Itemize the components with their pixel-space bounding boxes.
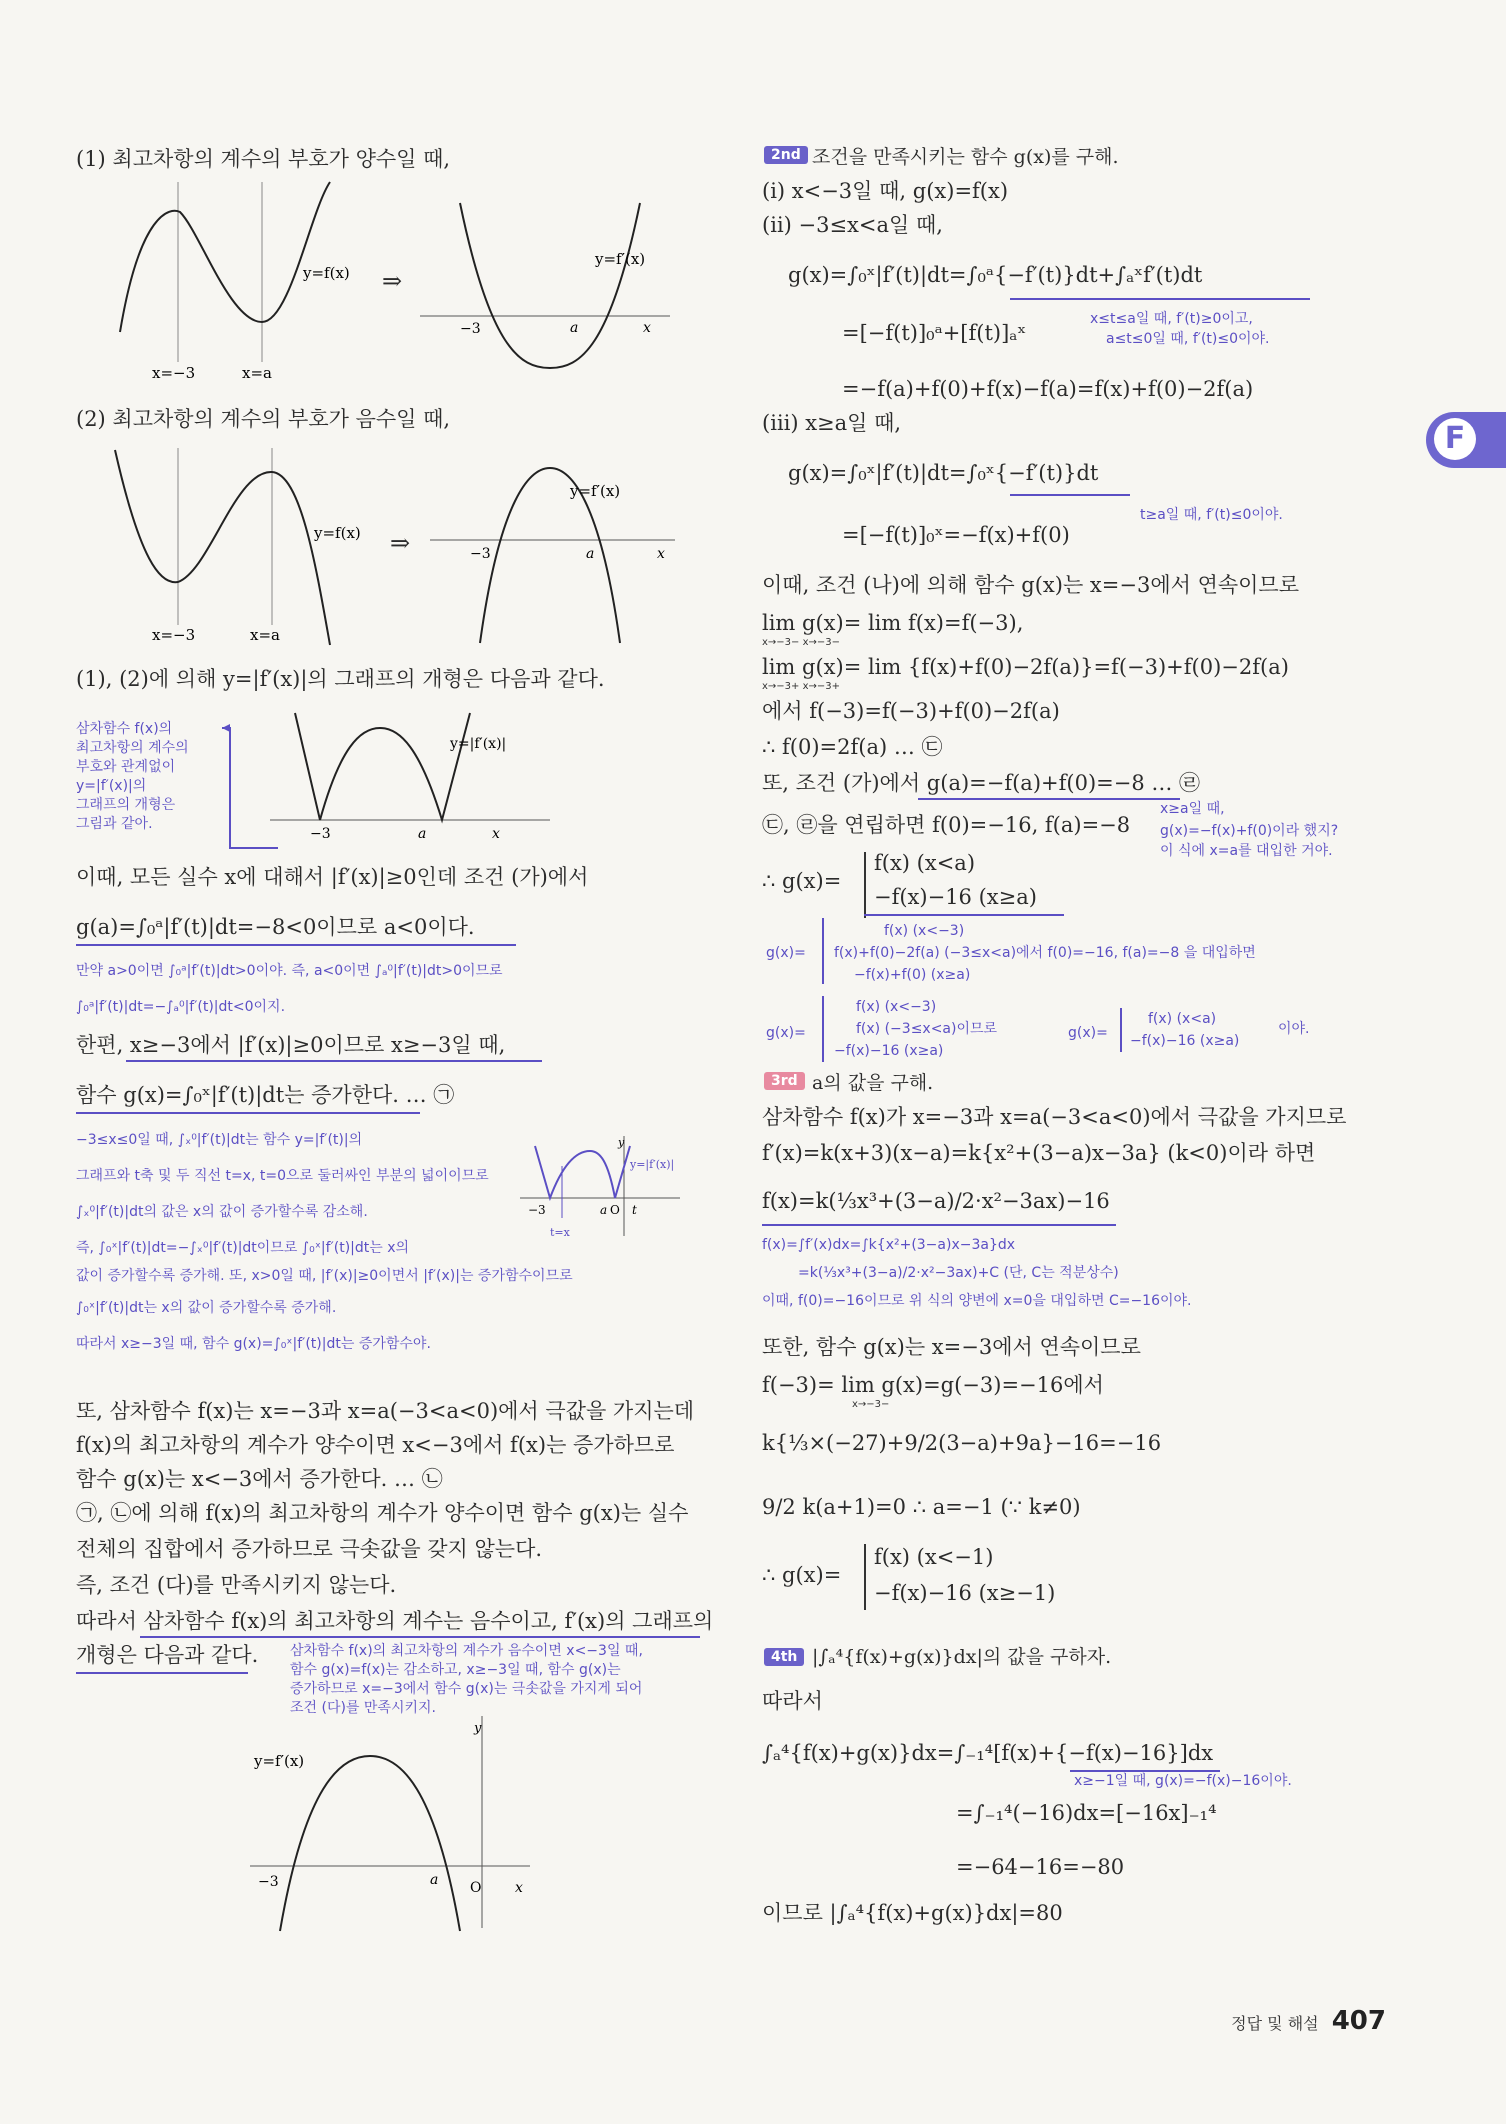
para-condition-ga: 이때, 모든 실수 x에 대해서 |f′(x)|≥0인데 조건 (가)에서 [76,865,589,889]
eq-ga-condition: 또, 조건 (가)에서 g(a)=−f(a)+f(0)=−8 … ㉣ [762,771,1201,795]
graph-cubic-negative [100,440,361,650]
chapter-tab [1426,412,1506,468]
step-3-heading: a의 값을 구해. [812,1072,934,1094]
label-yfpx: y=f′(x) [570,482,621,500]
case-2-heading: (2) 최고차항의 계수의 부호가 음수일 때, [76,407,451,431]
label-yfx: y=f(x) [314,524,361,542]
axis-x: x [515,1880,523,1896]
para-conclude-1: ㉠, ㉡에 의해 f(x)의 최고차항의 계수가 양수이면 함수 g(x)는 실수 [76,1501,689,1525]
chapter-letter: F [1434,418,1476,460]
para-continuity: 이때, 조건 (나)에 의해 함수 g(x)는 x=−3에서 연속이므로 [762,573,1300,597]
para-extreme-values: 삼차함수 f(x)가 x=−3과 x=a(−3<a<0)에서 극값을 가지므로 [762,1105,1347,1129]
eq-limit-right: lim g(x)= lim {f(x)+f(0)−2f(a)}=f(−3)+f(0)−2f(a) [762,655,1289,679]
eq-k-expression: k{⅓×(−27)+9/2(3−a)+9a}−16=−16 [762,1431,1162,1455]
para-increase-2: 함수 g(x)=∫₀ˣ|f′(t)|dt는 증가한다. … ㉠ [76,1083,455,1107]
origin: O [470,1880,482,1896]
tick-minus3: −3 [310,826,331,842]
tick-a: a [586,546,595,562]
step-4-heading: |∫ₐ⁴{f(x)+g(x)}dx|의 값을 구하자. [812,1646,1112,1668]
eq-g-case-iii: g(x)=∫₀ˣ|f′(t)|dt=∫₀ˣ{−f′(t)}dt [788,461,1099,485]
para-increase-1: 한편, x≥−3에서 |f′(x)|≥0이므로 x≥−3일 때, [76,1033,506,1057]
page-number: 407 [1331,2006,1386,2036]
para-shape: 개형은 다음과 같다. [76,1643,259,1667]
graph-parabola-down [430,458,680,648]
axis-x: x [643,320,651,336]
note-iya: 이야. [1278,1021,1310,1037]
label-yabs: y=|f′(x)| [630,1158,675,1171]
eq-ga: g(a)=∫₀ᵃ|f′(t)|dt=−8<0이므로 a<0이다. [76,915,475,939]
note-shape: 삼차함수 f(x)의 최고차항의 계수의 부호와 관계없이 y=|f′(x)|의 그래프의 개형은 그림과 같아. [76,721,189,832]
para-shape-intro: (1), (2)에 의해 y=|f′(x)|의 그래프의 개형은 다음과 같다. [76,667,605,691]
para-continuity-2: 또한, 함수 g(x)는 x=−3에서 연속이므로 [762,1335,1141,1359]
footer-label: 정답 및 해설 [1231,2014,1319,2033]
label-x-a: x=a [242,364,272,382]
note-simplified-piecewise: f(x) (x<−3) f(x) (−3≤x<a)이므로 −f(x)−16 (x≥a) [834,999,998,1059]
tick-minus3: −3 [460,321,481,337]
eq-fprime: f′(x)=k(x+3)(x−a)=k{x²+(3−a)x−3a} (k<0)이라 하면 [762,1141,1316,1165]
para-conclude-3: 즉, 조건 (다)를 만족시키지 않는다. [76,1573,397,1597]
arrow-icon: ⇒ [390,529,411,557]
case-i: (ⅰ) x<−3일 때, g(x)=f(x) [762,179,1009,203]
limit-sub: x→−3− [852,1399,890,1410]
note-arrow [200,724,280,854]
origin: O [610,1203,620,1217]
graph-area-small [520,1136,690,1246]
g-piecewise-2: −f(x)−16 (x≥a) [874,885,1037,909]
graph-parabola-up [420,198,680,398]
eq-g-case-ii-3: =−f(a)+f(0)+f(x)−f(a)=f(x)+f(0)−2f(a) [842,377,1254,401]
label-yfpx: y=f′(x) [254,1752,305,1770]
case-iii: (ⅲ) x≥a일 때, [762,411,902,435]
eq-solve: ㉢, ㉣을 연립하면 f(0)=−16, f(a)=−8 [762,813,1131,837]
note-integral-fx: f(x)=∫f′(x)dx=∫k{x²+(3−a)x−3a}dx =k(⅓x³+(3−a)/2·x²−3ax)+C (단, C는 적분상수) 이때, f(0)=−16이므로 위 식의 양변에 x=0을 대입하면 C=−16이야. [762,1237,1192,1309]
note-x-ge-a: x≥a일 때, [1160,801,1225,817]
para-therefore: 따라서 [762,1689,823,1713]
note-sign-3: t≥a일 때, f′(t)≤0이야. [1140,507,1283,523]
note-a-negative-1: 만약 a>0이면 ∫₀ᵃ|f′(t)|dt>0이야. 즉, a<0이면 ∫ₐ⁰|f′(t)|dt>0이므로 [76,963,503,979]
step-2-heading: 조건을 만족시키는 함수 g(x)를 구해. [812,146,1119,168]
note-g-ge-minus1: x≥−1일 때, g(x)=−f(x)−16이야. [1074,1773,1292,1789]
eq-f-minus3: 에서 f(−3)=f(−3)+f(0)−2f(a) [762,699,1060,723]
axis-x: x [492,826,500,842]
step-badge-2nd: 2nd [764,146,808,164]
graph-abs-fprime [270,708,560,848]
case-ii: (ⅱ) −3≤x<a일 때, [762,213,943,237]
label-x-minus3: x=−3 [152,364,196,382]
eq-integral-2: =∫₋₁⁴(−16)dx=[−16x]₋₁⁴ [956,1801,1217,1825]
limit-sub-left: x→−3− x→−3− [762,637,841,648]
g-piecewise-1: f(x) (x<a) [874,851,976,875]
eq-limit-left: lim g(x)= lim f(x)=f(−3), [762,611,1024,635]
case-1-heading: (1) 최고차항의 계수의 부호가 양수일 때, [76,147,451,171]
note-substitute-piecewise: f(x) (x<−3) f(x)+f(0)−2f(a) (−3≤x<a)에서 f(0)=−16, f(a)=−8 을 대입하면 −f(x)+f(0) (x≥a) [834,923,1256,983]
tick-a: a [570,320,579,336]
note-a-negative-2: ∫₀ᵃ|f′(t)|dt=−∫ₐ⁰|f′(t)|dt<0이지. [76,999,286,1015]
eq-integral-1: ∫ₐ⁴{f(x)+g(x)}dx=∫₋₁⁴[f(x)+{−f(x)−16}]dx [762,1741,1214,1765]
eq-integral-3: =−64−16=−80 [956,1855,1125,1879]
label-yfx: y=f(x) [303,264,350,282]
label-tx: t=x [550,1226,570,1239]
para-negative-coef: 따라서 삼차함수 f(x)의 최고차항의 계수는 음수이고, f′(x)의 그래프의 [76,1609,714,1633]
g-final-prefix: ∴ g(x)= [762,1563,842,1587]
eq-f-minus3-value: f(−3)= lim g(x)=g(−3)=−16에서 [762,1373,1104,1397]
label-x-a: x=a [250,626,280,644]
arrow-icon: ⇒ [382,267,403,295]
note-substitute-1: g(x)=−f(x)+f(0)이라 했지? [1160,823,1339,839]
eq-g-case-iii-2: =[−f(t)]₀ˣ=−f(x)+f(0) [842,523,1070,547]
page-footer [1231,2006,1386,2036]
note-sign-1: x≤t≤a일 때, f′(t)≥0이고, [1090,311,1253,327]
tick-minus3: −3 [528,1203,546,1217]
eq-g-case-ii: g(x)=∫₀ˣ|f′(t)|dt=∫₀ᵃ{−f′(t)}dt+∫ₐˣf′(t)dt [788,263,1203,287]
label-yfpx: y=f′(x) [595,250,646,268]
note-area: −3≤x≤0일 때, ∫ₓ⁰|f′(t)|dt는 함수 y=|f′(t)|의 그래프와 t축 및 두 직선 t=x, t=0으로 둘러싸인 부분의 넓이이므로 ∫ₓ⁰|f′(t)|dt의 값은 x의 값이 증가할수록 감소해. 즉, ∫₀ˣ|f′(t)|dt=−∫ₓ⁰|f′(t)|dt이므로 ∫₀ˣ|f′(t)|dt는 x의 값이 증가할수록 증가해. 또, x>0일 때, |f′(x)|≥0이면서 |f′(x)|는 증가함수이므로 ∫₀ˣ|f′(t)|dt는 x의 값이 증가할수록 증가해. 따라서 x≥−3일 때, 함수 g(x)=∫₀ˣ|f′(t)|dt는 증가함수야. [76,1132,573,1352]
para-g-increase: 함수 g(x)는 x<−3에서 증가한다. … ㉡ [76,1467,443,1491]
eq-final-answer: 이므로 |∫ₐ⁴{f(x)+g(x)}dx|=80 [762,1901,1063,1925]
para-conclude-2: 전체의 집합에서 증가하므로 극솟값을 갖지 않는다. [76,1537,543,1561]
step-badge-3rd: 3rd [764,1072,805,1090]
g-final-1: f(x) (x<−1) [874,1545,994,1569]
note-final-piecewise: f(x) (x<a) −f(x)−16 (x≥a) [1130,1011,1240,1049]
eq-g-case-ii-2: =[−f(t)]₀ᵃ+[f(t)]ₐˣ [842,321,1027,345]
note-g-label-3: g(x)= [1068,1025,1108,1041]
graph-fprime-final [250,1716,540,1936]
limit-sub-right: x→−3+ x→−3+ [762,681,841,692]
axis-x: x [657,546,665,562]
tick-a: a [418,826,427,842]
eq-f0: ∴ f(0)=2f(a) … ㉢ [762,735,943,759]
para-extreme: 또, 삼차함수 f(x)는 x=−3과 x=a(−3<a<0)에서 극값을 가지는데 [76,1399,695,1423]
para-positive-coef: f(x)의 최고차항의 계수가 양수이면 x<−3에서 f(x)는 증가하므로 [76,1433,675,1457]
eq-fx: f(x)=k(⅓x³+(3−a)/2·x²−3ax)−16 [762,1189,1110,1213]
axis-t: t [632,1203,637,1217]
tick-minus3: −3 [470,546,491,562]
g-final-2: −f(x)−16 (x≥−1) [874,1581,1056,1605]
graph-cubic-positive [100,172,350,392]
tick-minus3: −3 [258,1874,279,1890]
axis-y: y [474,1721,482,1736]
note-sign-2: a≤t≤0일 때, f′(t)≤0이야. [1106,331,1270,347]
tick-a: a [430,1872,439,1888]
note-substitute-2: 이 식에 x=a를 대입한 거야. [1160,843,1333,859]
step-badge-4th: 4th [764,1648,804,1666]
eq-a-value: 9/2 k(a+1)=0 ∴ a=−1 (∵ k≠0) [762,1495,1081,1519]
label-x-minus3: x=−3 [152,626,196,644]
label-yabs: y=|f′(x)| [450,736,507,752]
tick-a: a [600,1203,608,1217]
axis-y: y [618,1136,625,1149]
g-piecewise-prefix: ∴ g(x)= [762,869,842,893]
note-g-label-1: g(x)= [766,945,806,961]
note-g-label-2: g(x)= [766,1025,806,1041]
note-negative-coef: 삼차함수 f(x)의 최고차항의 계수가 음수이면 x<−3일 때, 함수 g(x)=f(x)는 감소하고, x≥−3일 때, 함수 g(x)는 증가하므로 x=−3에서 함수 g(x)는 극솟값을 가지게 되어 조건 (다)를 만족시키지. [290,1643,643,1716]
